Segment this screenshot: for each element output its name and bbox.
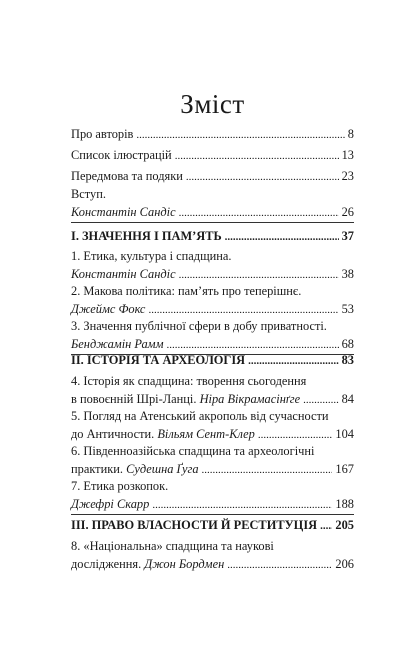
toc-entry-title: 4. Історія як спадщина: творення сьогодення [71,374,307,388]
leader-dots [248,352,339,370]
toc-entry-author: Константін Сандіс [71,205,176,219]
leader-dots [175,147,339,165]
leader-dots [225,228,339,246]
leader-dots [179,204,339,222]
toc-page-number: 83 [341,353,354,367]
toc-entry-chapter-3[interactable] [71,317,354,354]
toc-entry-title: 8. «Національна» спадщина та наукові [71,539,274,553]
toc-page-number: 205 [335,518,354,532]
section-divider [71,222,354,223]
toc-section-2[interactable] [71,351,354,370]
toc-section-title: III. ПРАВО ВЛАСНОСТИ Й РЕСТИТУЦІЯ [71,518,318,532]
toc-page-number: 13 [341,148,354,162]
toc-entry-illustrations[interactable] [71,146,354,165]
toc-page-number: 26 [341,205,354,219]
toc-entry-title: Про авторів [71,127,134,141]
toc-entry-author: Джефрі Скарр [71,497,150,511]
toc-entry-about-authors[interactable] [71,125,354,144]
toc-entry-title-cont: до Античности. [71,427,155,441]
toc-section-3[interactable] [71,516,354,535]
toc-entry-title: Список ілюстрацій [71,148,172,162]
toc-entry-title: 1. Етика, культура і спадщина. [71,249,232,263]
leader-dots [152,496,332,514]
toc-entry-author: Бенджамін Рамм [71,337,164,351]
toc-page-number: 68 [341,337,354,351]
toc-entry-preface[interactable] [71,167,354,186]
toc-entry-chapter-7[interactable] [71,477,354,514]
leader-dots [136,126,344,144]
toc-page-number: 53 [341,302,354,316]
toc-entry-author: Вільям Сент-Клер [157,427,255,441]
toc-page-number: 38 [341,267,354,281]
toc-entry-title: 5. Погляд на Атенський акрополь від сучасности [71,409,329,423]
toc-page-number: 8 [347,127,354,141]
toc-entry-title: 6. Південноазійська спадщина та археологічні [71,444,315,458]
toc-page-number: 104 [335,427,354,441]
toc-entry-title: Передмова та подяки [71,169,183,183]
leader-dots [186,168,339,186]
toc-entry-title: Вступ. [71,187,106,201]
toc-entry-author: Судешна Ґуга [126,462,199,476]
toc-section-title: I. ЗНАЧЕННЯ І ПАМ’ЯТЬ [71,229,222,243]
toc-section-1[interactable] [71,227,354,246]
page-title: Зміст [180,89,245,119]
toc-entry-title: 7. Етика розкопок. [71,479,169,493]
toc-entry-title-cont: дослідження. [71,557,142,571]
toc-entry-author: Джеймс Фокс [71,302,146,316]
toc-entry-introduction[interactable] [71,185,354,222]
toc-page-number: 167 [335,462,354,476]
toc-page-number: 23 [341,169,354,183]
toc-entry-title: 3. Значення публічної сфери в добу приватності. [71,319,327,333]
leader-dots [320,517,332,535]
toc-page-number: 37 [341,229,354,243]
toc-entry-author: Ніра Вікрамасінґге [199,392,301,406]
toc-entry-chapter-1[interactable] [71,247,354,284]
toc-entry-author: Константін Сандіс [71,267,176,281]
toc-entry-chapter-2[interactable] [71,282,354,319]
toc-page-number: 84 [341,392,354,406]
toc-entry-author: Джон Бордмен [144,557,225,571]
toc-entry-chapter-8[interactable] [71,537,354,574]
toc-entry-chapter-5[interactable] [71,407,354,444]
toc-entry-title-cont: в повоєнній Шрі-Ланці. [71,392,197,406]
toc-page-number: 206 [335,557,354,571]
toc-entry-title: 2. Макова політика: пам’ять про теперішнє. [71,284,302,298]
toc-entry-chapter-6[interactable] [71,442,354,479]
section-divider [71,514,354,515]
toc-entry-title-cont: практики. [71,462,123,476]
toc-section-title: II. ІСТОРІЯ ТА АРХЕОЛОГІЯ [71,353,246,367]
leader-dots [227,556,332,574]
toc-page-number: 188 [335,497,354,511]
toc-entry-chapter-4[interactable] [71,372,354,409]
